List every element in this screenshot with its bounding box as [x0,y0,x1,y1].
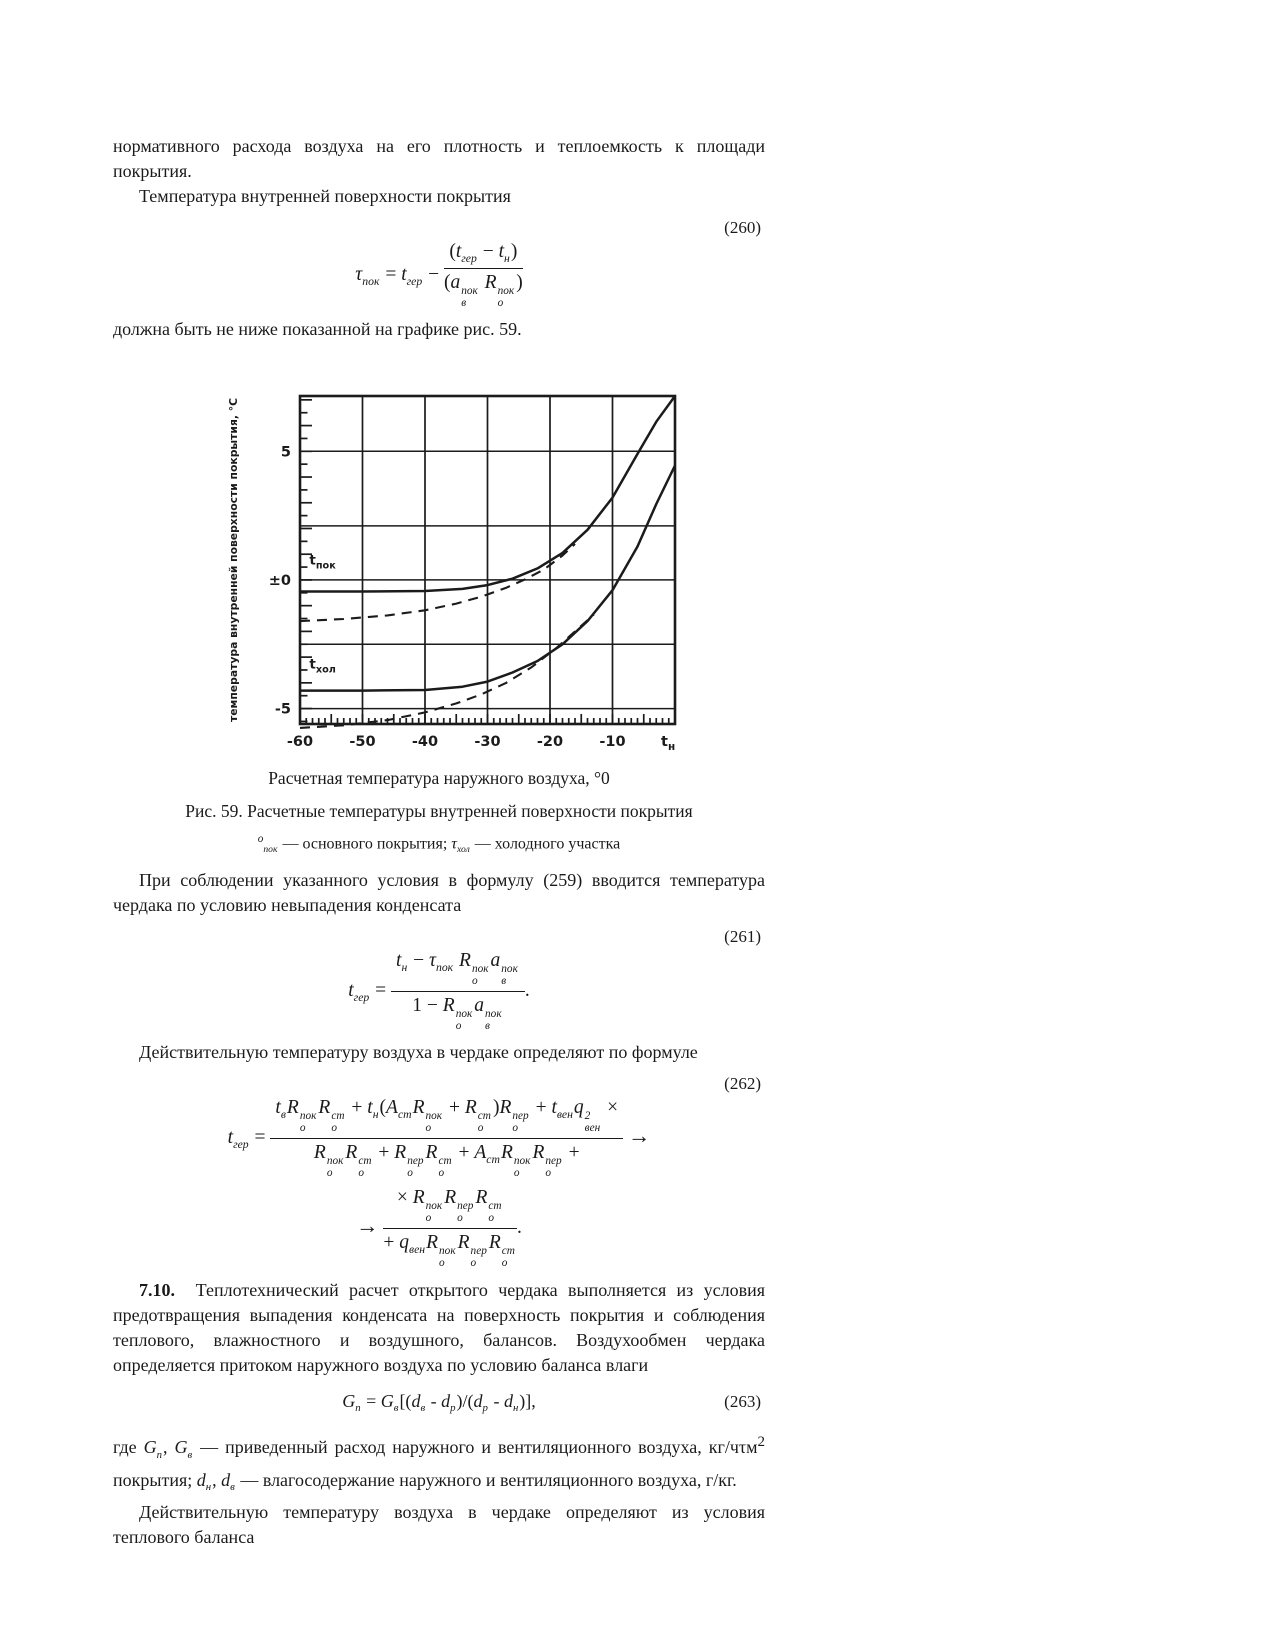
svg-text:tпок: $t_{пок}$ [309,552,336,572]
figure-title: Рис. 59. Расчетные температуры внутренней поверхности покрытия [185,801,693,822]
svg-text:-5: -5 [274,701,291,718]
paragraph-intro: нормативного расхода воздуха на его плотность и теплоемкость к площади покрытия. [113,136,765,181]
equation-number-261: (261) [724,927,761,947]
svg-text:-20: -20 [536,734,564,751]
svg-text:-10: -10 [599,734,626,751]
svg-text:tн: $t_н$ [661,734,676,754]
text-column [113,134,765,1550]
paragraph-259: При соблюдении указанного условия в формулу (259) вводится температура чердака по условию невыпадения конденсата [113,870,765,916]
paragraph-262-intro: Действительную температуру воздуха в чердаке определяют по формуле [139,1042,698,1063]
figure-x-axis-caption: Расчетная температура наружного воздуха, °0 [268,768,610,789]
equation-263-row [113,1389,765,1421]
equation-261: $t_{гер}$ = $t_н - \tau_{пок}$ R пок о a пок в 1 − R пок о a пок в . [348,950,530,1033]
svg-text:-40: -40 [411,734,439,751]
svg-text:5: 5 [280,444,291,461]
figure-59 [225,376,703,766]
equation-number-260: (260) [724,218,761,237]
equation-262: $t_{гер}$ = $t_вR$ пок о R ст о + $t_н(A_{ст}R$ пок о + R ст о )R пер о + $t_{вен}q$ 2 вен × R пок о R ст о + R пер о R ст о + $A_{ст}R$ пок о R пер о + → [227,1097,651,1180]
paragraph-after-260: должна быть не ниже показанной на графике рис. 59. [113,319,522,340]
paragraph-7-10: 7.10. Теплотехнический расчет открытого чердака выполняется из условия предотвращения выпадения конденсата на поверхность покрытия и соблюдения теплового, влажностного и воздушного, балансов. Воздухообмен чердака определяется притоком наружного воздуха по условию баланса влаги [113,1280,765,1376]
svg-text:-60: -60 [286,734,314,751]
paragraph-where: где $G_п$, $G_в$ — приведенный расход наружного и вентиляционного воздуха, кг/чτм$^2$ покрытия; $d_н$, $d_в$ — влагосодержание наружного и вентиляционного воздуха, г/кг. [113,1434,766,1493]
svg-text:температура внутренней поверхн: температура внутренней поверхности покрытия, °С [227,391,240,723]
equation-number-262: (262) [724,1074,761,1094]
svg-text:-50: -50 [349,734,376,751]
paragraph-final: Действительную температуру воздуха в чердаке определяют из условия теплового баланса [113,1502,765,1547]
equation-260: $\tau_{пок} = t_{гер}$ − $(t_{гер} - t_н)$ (a пок в R пок о ) [355,241,523,310]
equation-262-continued: → × R пок о R пер о R ст о + $q_{вен}R$ пок о R пер о R ст о . [356,1187,522,1270]
figure-legend: $^о_{пок}$ — основного покрытия; $\tau_{хол}$ — холодного участка [257,833,621,856]
svg-text:-30: -30 [474,734,501,751]
equation-263: $G_п = G_в[(d_в - d_р)/(d_р - d_н)]$, [342,1391,536,1415]
svg-text:tхол: $t_{хол}$ [309,656,336,676]
paragraph-surface-temp: Температура внутренней поверхности покрытия [139,186,511,206]
figure-59-chart [225,376,703,761]
svg-text:±0: ±0 [268,573,291,590]
equation-number-263: (263) [724,1392,761,1412]
